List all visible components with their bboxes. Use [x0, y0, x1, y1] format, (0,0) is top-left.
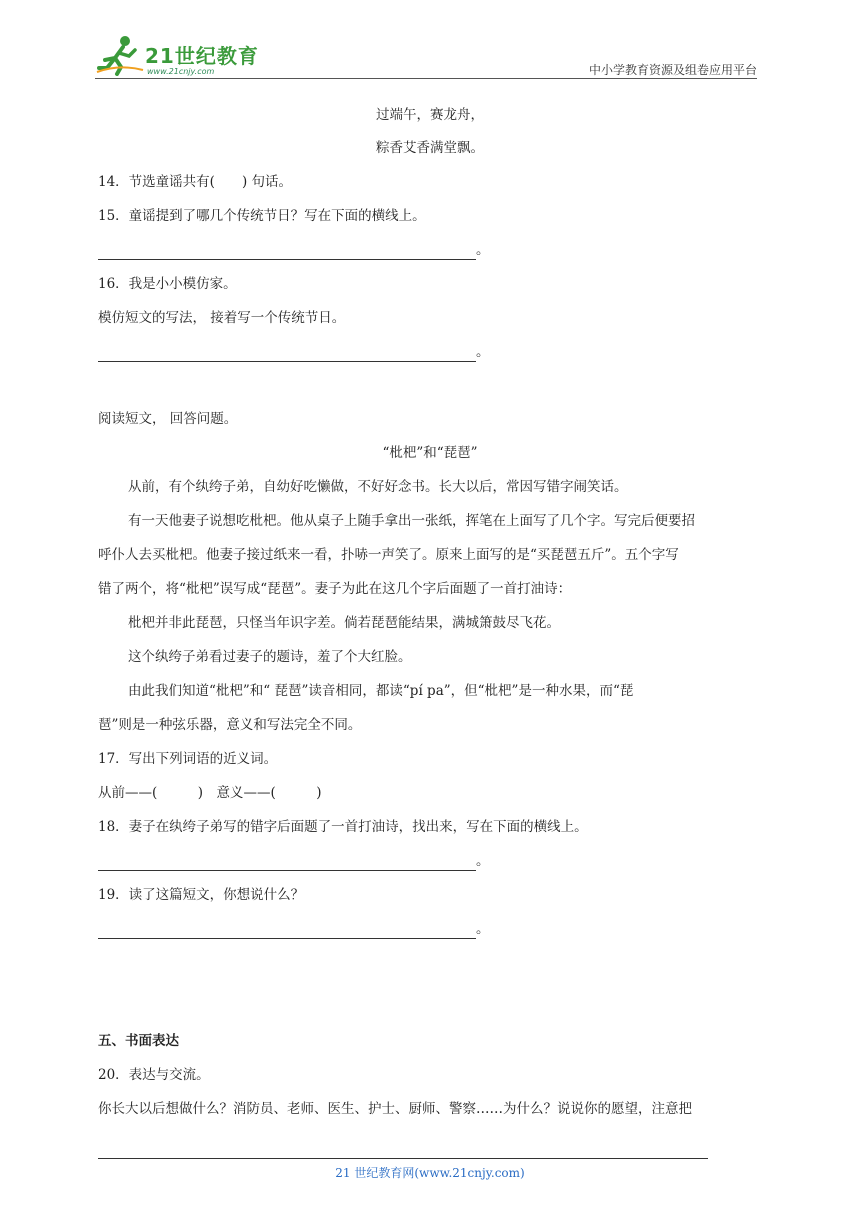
answer-line-18[interactable] — [98, 851, 490, 871]
answer-blank[interactable] — [98, 245, 476, 260]
period: 。 — [476, 853, 490, 869]
reading-paragraph-4: 这个纨绔子弟看过妻子的题诗，羞了个大红脸。 — [128, 649, 412, 665]
runner-logo-icon — [95, 34, 145, 76]
period: 。 — [476, 242, 490, 258]
question-18: 18．妻子在纨绔子弟写的错字后面题了一首打油诗，找出来，写在下面的横线上。 — [98, 819, 588, 835]
footer-divider — [98, 1158, 708, 1159]
question-15: 15．童谣提到了哪几个传统节日？写在下面的横线上。 — [98, 208, 426, 224]
reading-poem: 枇杷并非此琵琶，只怪当年识字差。倘若琵琶能结果，满城箫鼓尽飞花。 — [128, 615, 560, 631]
question-16-instruction: 模仿短文的写法， 接着写一个传统节日。 — [98, 310, 346, 326]
answer-line-19[interactable] — [98, 919, 490, 939]
answer-line-15[interactable] — [98, 240, 490, 260]
reading-paragraph-2a: 有一天他妻子说想吃枇杷。他从桌子上随手拿出一张纸，挥笔在上面写了几个字。写完后便要招 — [128, 513, 695, 529]
header-divider — [95, 78, 757, 79]
reading-paragraph-2c: 错了两个，将“枇杷”误写成“琵琶”。妻子为此在这几个字后面题了一首打油诗： — [98, 581, 572, 597]
poem-line-1: 过端午，赛龙舟， — [376, 107, 484, 123]
logo-text: 21世纪教育 — [145, 44, 259, 68]
question-19: 19．读了这篇短文，你想说什么？ — [98, 887, 305, 903]
reading-title: “枇杷”和“琵琶” — [382, 445, 478, 461]
answer-blank[interactable] — [98, 347, 476, 362]
answer-line-16[interactable] — [98, 342, 490, 362]
answer-blank[interactable] — [98, 856, 476, 871]
question-16: 16．我是小小模仿家。 — [98, 276, 237, 292]
question-17: 17．写出下列词语的近义词。 — [98, 751, 278, 767]
question-20-prompt: 你长大以后想做什么？消防员、老师、医生、护士、厨师、警察……为什么？说说你的愿望，注意把 — [98, 1101, 692, 1117]
period: 。 — [476, 921, 490, 937]
reading-paragraph-1: 从前，有个纨绔子弟，自幼好吃懒做，不好好念书。长大以后，常因写错字闹笑话。 — [128, 479, 628, 495]
question-17-items: 从前——( ) 意义——( ) — [98, 785, 322, 801]
question-20: 20．表达与交流。 — [98, 1067, 210, 1083]
reading-paragraph-5a: 由此我们知道“枇杷”和“ 琵琶”读音相同，都读“pí pa”，但“枇杷”是一种水果，而“琵 — [128, 683, 634, 699]
logo — [95, 34, 265, 76]
platform-name: 中小学教育资源及组卷应用平台 — [588, 63, 757, 77]
period: 。 — [476, 344, 490, 360]
page-header — [95, 30, 757, 80]
answer-blank[interactable] — [98, 924, 476, 939]
reading-paragraph-5b: 琶”则是一种弦乐器，意义和写法完全不同。 — [98, 717, 362, 733]
poem-line-2: 粽香艾香满堂飘。 — [376, 140, 484, 156]
logo-url: www.21cnjy.com — [147, 67, 215, 76]
question-14: 14．节选童谣共有( ) 句话。 — [98, 174, 293, 190]
reading-paragraph-2b: 呼仆人去买枇杷。他妻子接过纸来一看，扑哧一声笑了。原来上面写的是“买琵琶五斤”。五个字写 — [98, 547, 679, 563]
reading-intro: 阅读短文， 回答问题。 — [98, 411, 238, 427]
section-5-title: 五、书面表达 — [98, 1033, 179, 1049]
footer-text[interactable]: 21 世纪教育网(www.21cnjy.com) — [335, 1166, 525, 1180]
